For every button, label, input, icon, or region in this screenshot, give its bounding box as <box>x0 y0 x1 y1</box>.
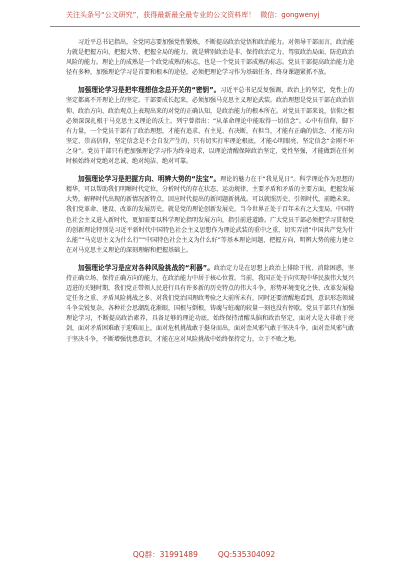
header-wechat: 微信：gongwenyj <box>260 11 320 19</box>
page-footer <box>0 549 408 560</box>
page-header <box>66 11 356 20</box>
paragraph-text: 习近平总书记指出，全党同志要加强党性锻炼，不断提高政治觉悟和政治能力。对领导干部而言，政治能力就是把握方向、把握大势、把握全局的能力，就是辨别政治是非、保持政治定力、驾驭政治局面、防范政治风险的能力。理论上的成熟是一个政党成熟的标志，也是一个党员干部成熟的标志。党员干部提高政治能力途径有多种，加强理论学习是首要和根本的途径，必须把理论学习作为基础任务、终身课题紧抓不放。 <box>66 39 355 77</box>
paragraph-text: 理论的魅力在于“我见见日”。科学理论作为思想的精华，可以帮助我们明晰时代定位，分析时代的存在状态、运动规律、主要矛盾和矛盾的主要方面，把握发展大势，解释时代出现的新情况新特点，回应时代提出的新问题新挑战。可以就照历史、引领时代，前瞻未来。我们党革命、建设、改革的发展历史，就是党的理论创新发展史，当今世界正处于百年未有之大变局，中国特色社会主义进入新时代，更加需要以科学理论指明发展方向，指引前进道路。广大党员干部必须把学习贯彻党的创新理论特别是习近平新时代中国特色社会主义思想作为理论武装的重中之重，切实弄清“中国共产党为什么能”“马克思主义为什么行”“中国特色社会主义为什么好”等基本理论问题，把握方向，明辨大势的能力建立在对马克思主义理论的深刻理解和把握基础上。 <box>66 176 355 254</box>
paragraph-lead: 加强理论学习是把牢理想信念总开关的“密钥”。 <box>78 86 221 95</box>
header-promo-text: 关注头条号“公文研究”，获得最新最全最专业的公文资料库！ <box>66 11 256 19</box>
paragraph-lead: 加强理论学习是把握方向、明辨大势的“法宝”。 <box>78 175 221 184</box>
footer-qq: QQ:535304092 <box>217 550 276 559</box>
paragraph-text: 政治定力是在思想上政治上排除干扰、消除困惑，坚持正确立场、保持正确方向的能力，在政治能力中居于核心位置。当前，我国正处于向实现中华民族伟大复兴迈进的关键时期，我们党正带领人民进行具有许多新的历史特点的伟大斗争，形势环境变化之快、改革发展稳定任务之重、矛盾风险挑战之多、对我们党治国理政考验之大前所未有，同时还要清醒地看到，意识形态领域斗争尖锐复杂，各种社会思潮乱花渐眼，国根与倒根，铸魂与蛀魂的较量一刻也没有停歇。党员干部只有加强理论学习，不断提高政治素养，具备足够的理论功底，始终保持清醒头脑和政治坚定，面对大是大非敢于亮剑，面对矛盾困难敢于迎难而上，面对危机挑战敢于挺身而出，面对歪风邪气敢于坚决斗争，面对歪风邪气敢于坚决斗争，不断增强忧患意识，才能在应对风险挑战中始终保持定力，立于不败之地。 <box>66 264 355 343</box>
paragraph-risks <box>66 263 354 345</box>
document-body <box>66 37 354 352</box>
footer-qq-group: QQ群：31991489 <box>132 550 198 559</box>
paragraph-intro <box>66 37 354 78</box>
paragraph-text: 习近平总书记反复强调，政治上的坚定，党性上的坚定都离不开理论上的坚定。干部要成长起来，必须加强马克思主义理论武装。政治理想是党员干部在政治信仰、政治方向、政治观点上表现出来的对党的正确认知，是政治能力的根本所在。对党员干部来说，信仰之根必须深深扎根于马克思主义理论的沃土。列宁曾指出：“从革命理论中能取得一切信念”。心中有信仰，脚下有力量，一个党员干部有了政治理想，才能有追求、有主见、有决断，有担当，才能有正确的信念、才能方向坚定、崇高信仰，坚定信念是不会自发产生的，只有切实打牢理论根底，才能心明眼亮、坚定信念“金刚不坏之身”。党员干部只有把加强理论学习作为终身追求，以理论清醒保障政治坚定、党性坚强，才能做到在任何时候始终对党绝对忠诚、绝对纯洁、绝对可靠。 <box>66 87 355 166</box>
paragraph-lead: 加强理论学习是应对各种风险挑战的“利器”。 <box>78 263 214 272</box>
paragraph-ideals <box>66 85 354 167</box>
paragraph-direction <box>66 174 354 256</box>
header-divider <box>50 26 360 27</box>
